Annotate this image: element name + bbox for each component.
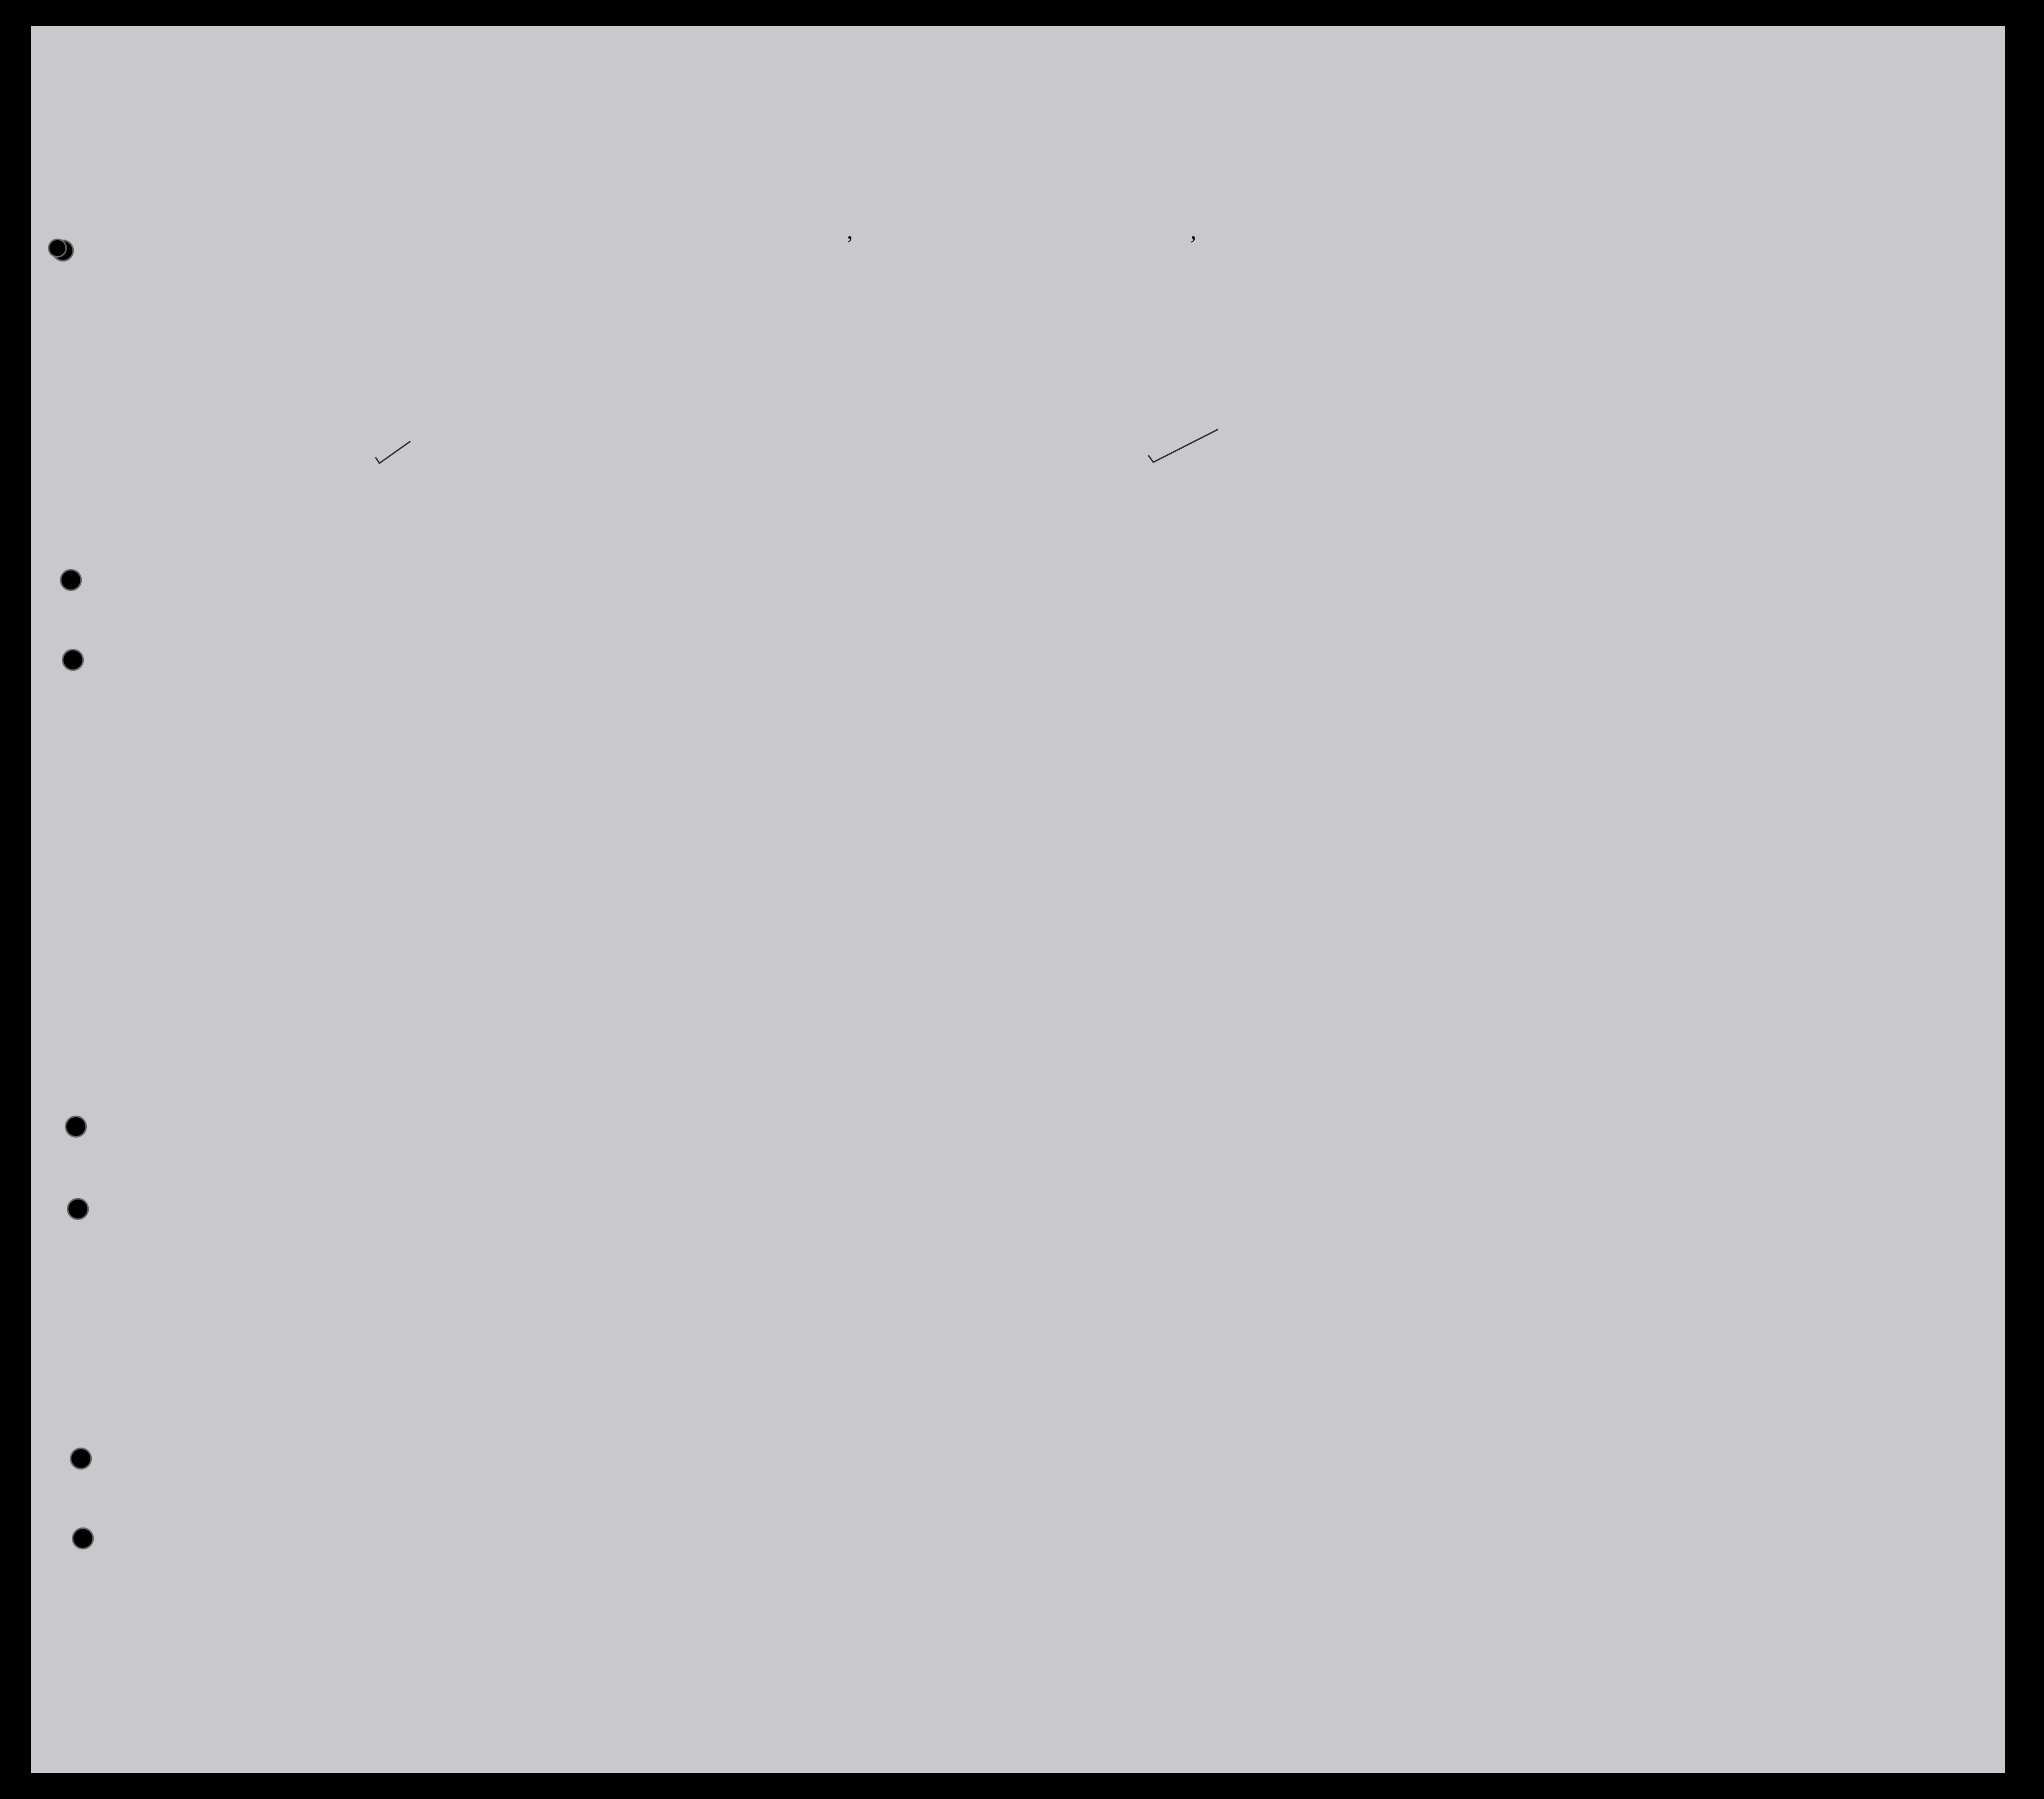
check-mark	[1148, 429, 1218, 462]
comma-2: ,	[1190, 216, 1197, 244]
comma-1: ,	[847, 216, 853, 244]
check-mark	[375, 441, 410, 463]
